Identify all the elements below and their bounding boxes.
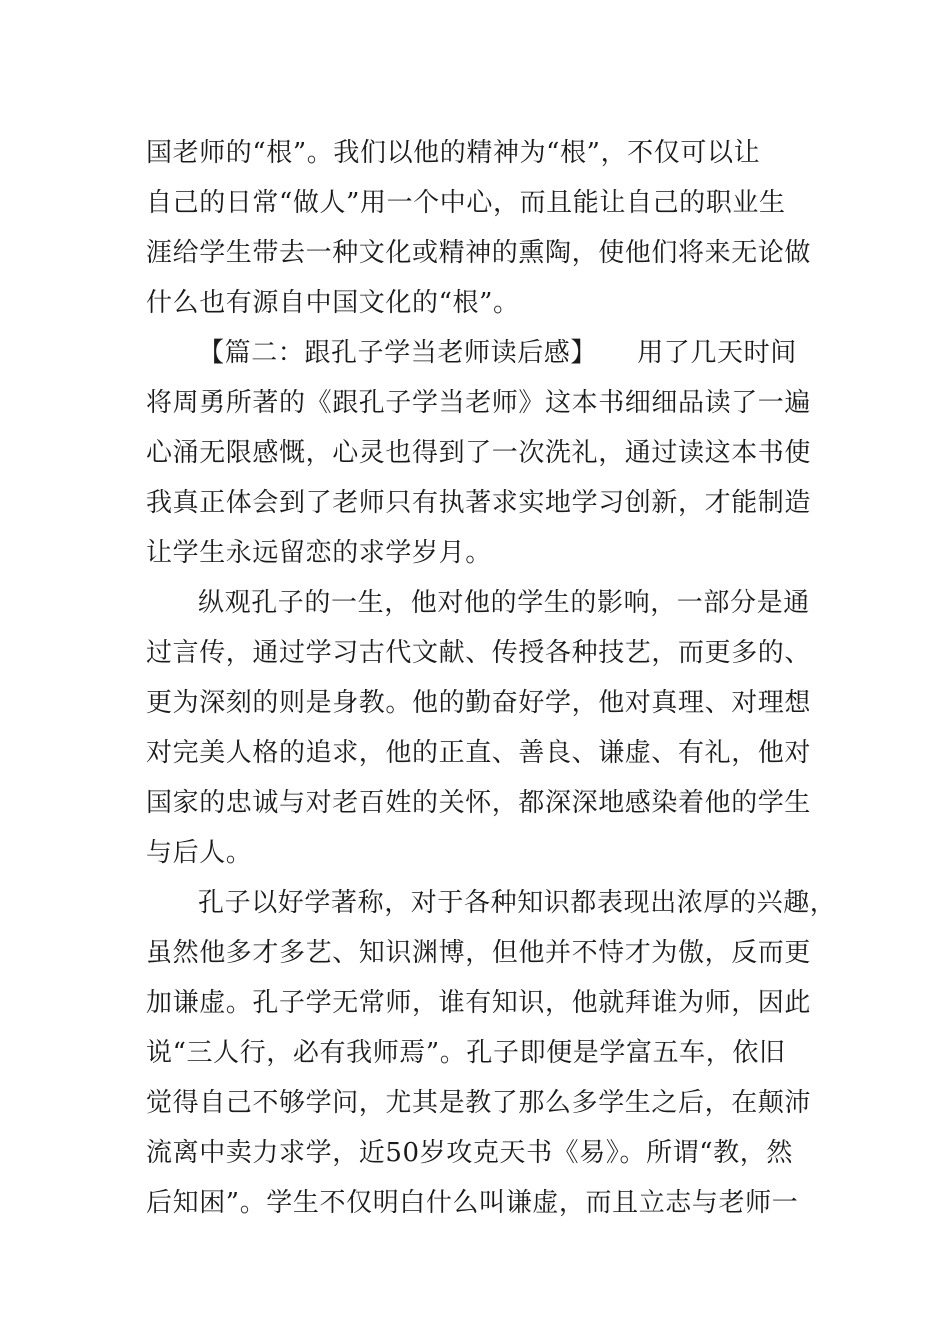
- text-line: 心涌无限感慨，心灵也得到了一次洗礼，通过读这本书使: [146, 438, 812, 468]
- text-line: 国老师的“根”。我们以他的精神为“根”，不仅可以让: [146, 138, 761, 168]
- text-line: 让学生永远留恋的求学岁月。: [146, 538, 492, 568]
- text-line: 自己的日常“做人”用一个中心，而且能让自己的职业生: [146, 188, 786, 218]
- text-line: 更为深刻的则是身教。他的勤奋好学，他对真理、对理想: [146, 688, 812, 718]
- paragraph-start-line: 纵观孔子的一生，他对他的学生的影响，一部分是通: [198, 588, 810, 618]
- document-body: [146, 128, 837, 1228]
- text-line: 什么也有源自中国文化的“根”。: [146, 288, 520, 318]
- text-line: 与后人。: [146, 838, 253, 868]
- section-heading-line: 【篇二：跟孔子学当老师读后感】 用了几天时间: [198, 338, 797, 368]
- text-line: 涯给学生带去一种文化或精神的熏陶，使他们将来无论做: [146, 238, 812, 268]
- text-line: 觉得自己不够学问，尤其是教了那么多学生之后，在颠沛: [146, 1088, 812, 1118]
- text-line: 将周勇所著的《跟孔子学当老师》这本书细细品读了一遍: [146, 388, 812, 418]
- text-line: 流离中卖力求学，近50岁攻克天书《易》。所谓“教，然: [146, 1138, 793, 1168]
- text-line: 对完美人格的追求，他的正直、善良、谦虚、有礼，他对: [146, 738, 812, 768]
- text-line: 说“三人行，必有我师焉”。孔子即便是学富五车，依旧: [146, 1038, 786, 1068]
- text-line: 加谦虚。孔子学无常师，谁有知识，他就拜谁为师，因此: [146, 988, 812, 1018]
- text-line: 后知困”。学生不仅明白什么叫谦虚，而且立志与老师一: [146, 1188, 799, 1218]
- text-line: 我真正体会到了老师只有执著求实地学习创新，才能制造: [146, 488, 812, 518]
- text-line: 国家的忠诚与对老百姓的关怀，都深深地感染着他的学生: [146, 788, 812, 818]
- text-line: 过言传，通过学习古代文献、传授各种技艺，而更多的、: [146, 638, 812, 668]
- paragraph-start-line: 孔子以好学著称，对于各种知识都表现出浓厚的兴趣，: [198, 888, 837, 918]
- text-line: 虽然他多才多艺、知识渊博，但他并不恃才为傲，反而更: [146, 938, 812, 968]
